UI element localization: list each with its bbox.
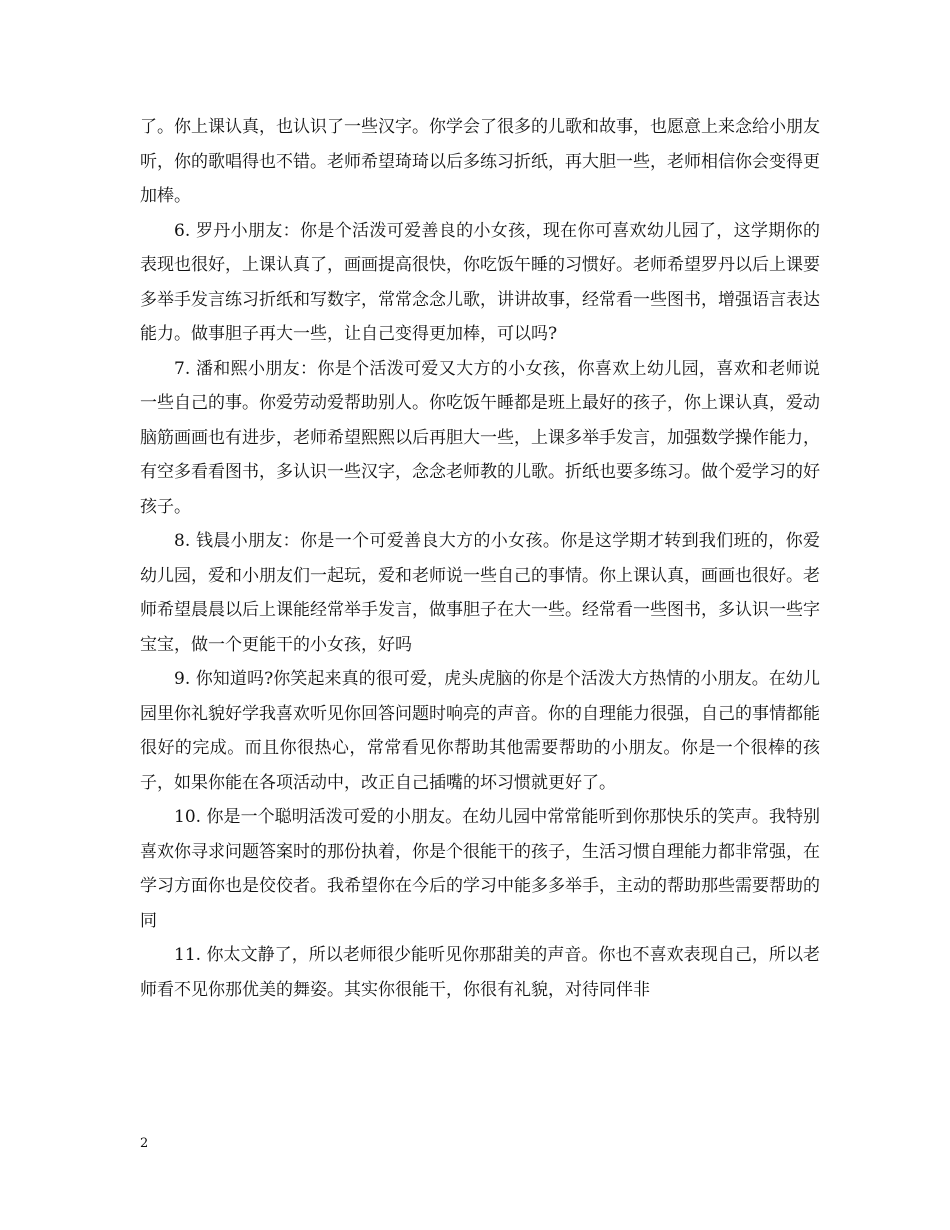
paragraph-continuation: 了。你上课认真，也认识了一些汉字。你学会了很多的儿歌和故事，也愿意上来念给小朋友听，你的歌唱得也不错。老师希望琦琦以后多练习折纸，再大胆一些，老师相信你会变得更加棒。 (140, 117, 820, 206)
paragraph-item-10: 10. 你是一个聪明活泼可爱的小朋友。在幼儿园中常常能听到你那快乐的笑声。我特别喜欢你寻求问题答案时的那份执着，你是个很能干的孩子，生活习惯自理能力都非常强，在学习方面你也是佼佼者。我希望你在今后的学习中能多多举手，主动的帮助那些需要帮助的同 (140, 807, 820, 931)
paragraph-item-6: 6. 罗丹小朋友：你是个活泼可爱善良的小女孩，现在你可喜欢幼儿园了，这学期你的表现也很好，上课认真了，画画提高很快，你吃饭午睡的习惯好。老师希望罗丹以后上课要多举手发言练习折纸和写数字，常常念念儿歌，讲讲故事，经常看一些图书，增强语言表达能力。做事胆子再大一些，让自己变得更加棒，可以吗? (140, 220, 820, 344)
paragraph-item-11: 11. 你太文静了，所以老师很少能听见你那甜美的声音。你也不喜欢表现自己，所以老师看不见你那优美的舞姿。其实你很能干，你很有礼貌，对待同伴非 (140, 945, 820, 1000)
document-body (140, 110, 820, 1007)
paragraph-item-7: 7. 潘和熙小朋友：你是个活泼可爱又大方的小女孩，你喜欢上幼儿园，喜欢和老师说一些自己的事。你爱劳动爱帮助别人。你吃饭午睡都是班上最好的孩子，你上课认真，爱动脑筋画画也有进步，老师希望熙熙以后再胆大一些，上课多举手发言，加强数学操作能力，有空多看看图书，多认识一些汉字，念念老师教的儿歌。折纸也要多练习。做个爱学习的好孩子。 (140, 358, 820, 517)
paragraph-item-8: 8. 钱晨小朋友：你是一个可爱善良大方的小女孩。你是这学期才转到我们班的，你爱幼儿园，爱和小朋友们一起玩，爱和老师说一些自己的事情。你上课认真，画画也很好。老师希望晨晨以后上课能经常举手发言，做事胆子在大一些。经常看一些图书，多认识一些字宝宝，做一个更能干的小女孩，好吗 (140, 531, 820, 655)
paragraph-item-9: 9. 你知道吗?你笑起来真的很可爱，虎头虎脑的你是个活泼大方热情的小朋友。在幼儿园里你礼貌好学我喜欢听见你回答问题时响亮的声音。你的自理能力很强，自己的事情都能很好的完成。而且你很热心，常常看见你帮助其他需要帮助的小朋友。你是一个很棒的孩子，如果你能在各项活动中，改正自己插嘴的坏习惯就更好了。 (140, 669, 820, 793)
page-number: 2 (140, 1136, 149, 1151)
